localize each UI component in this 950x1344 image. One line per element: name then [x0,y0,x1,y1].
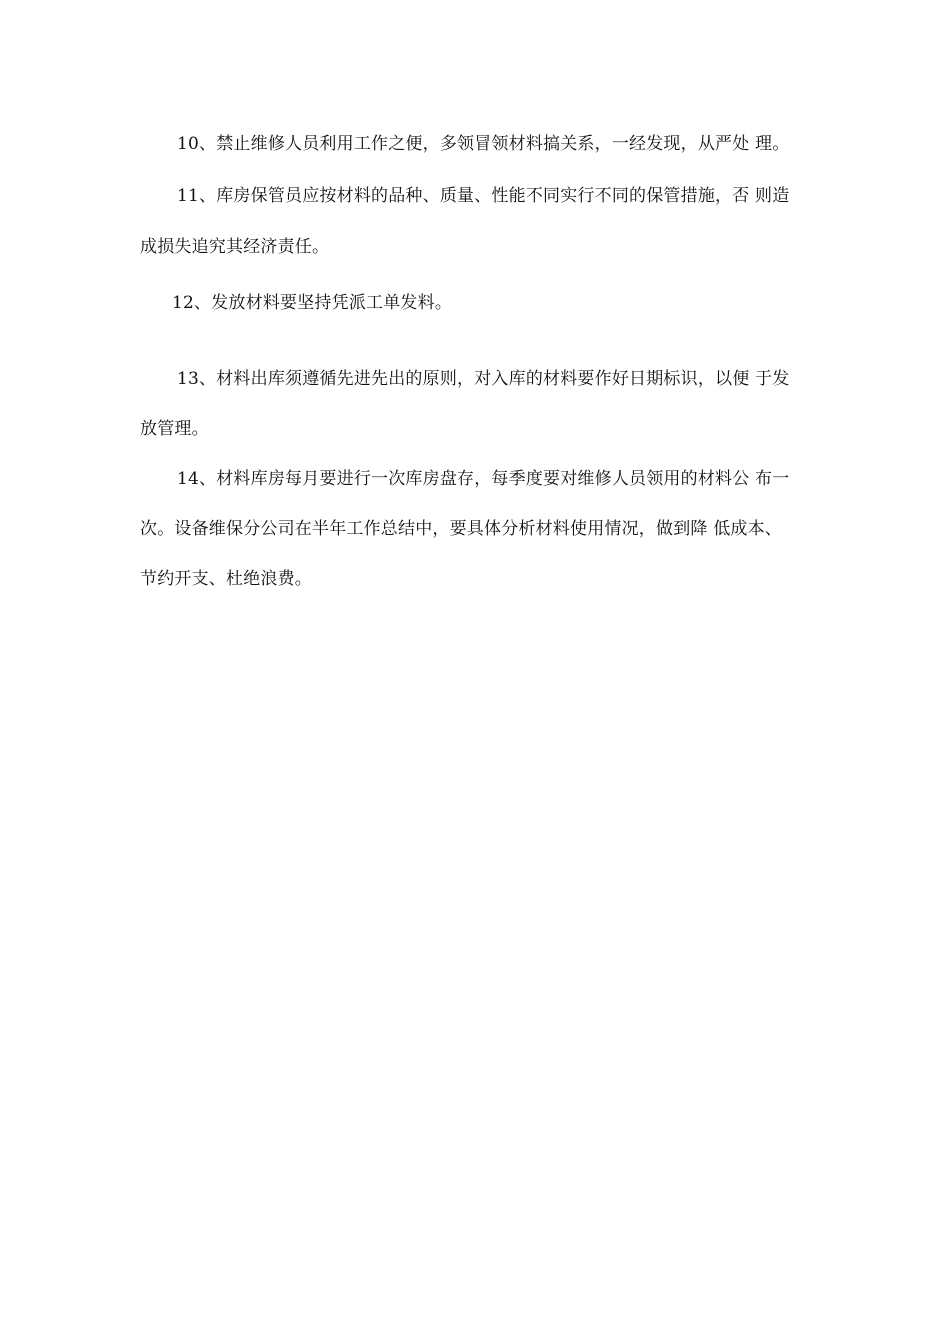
paragraph-11-line-2: 成损失追究其经济责任。 [140,237,330,257]
paragraph-14-line-3: 节约开支、杜绝浪费。 [140,569,312,589]
paragraph-12-line-1: 12、发放材料要坚持凭派工单发料。 [172,293,453,313]
paragraph-13-line-2: 放管理。 [140,419,209,439]
paragraph-10-line-1: 10、禁止维修人员利用工作之便，多领冒领材料搞关系，一经发现，从严处 理。 [177,134,790,154]
paragraph-14-line-2: 次。设备维保分公司在半年工作总结中，要具体分析材料使用情况，做到降 低成本、 [140,519,783,539]
paragraph-11-line-1: 11、库房保管员应按材料的品种、质量、性能不同实行不同的保管措施，否 则造 [177,186,790,206]
paragraph-13-line-1: 13、材料出库须遵循先进先出的原则，对入库的材料要作好日期标识，以便 于发 [177,369,790,389]
paragraph-14-line-1: 14、材料库房每月要进行一次库房盘存，每季度要对维修人员领用的材料公 布一 [177,469,790,489]
